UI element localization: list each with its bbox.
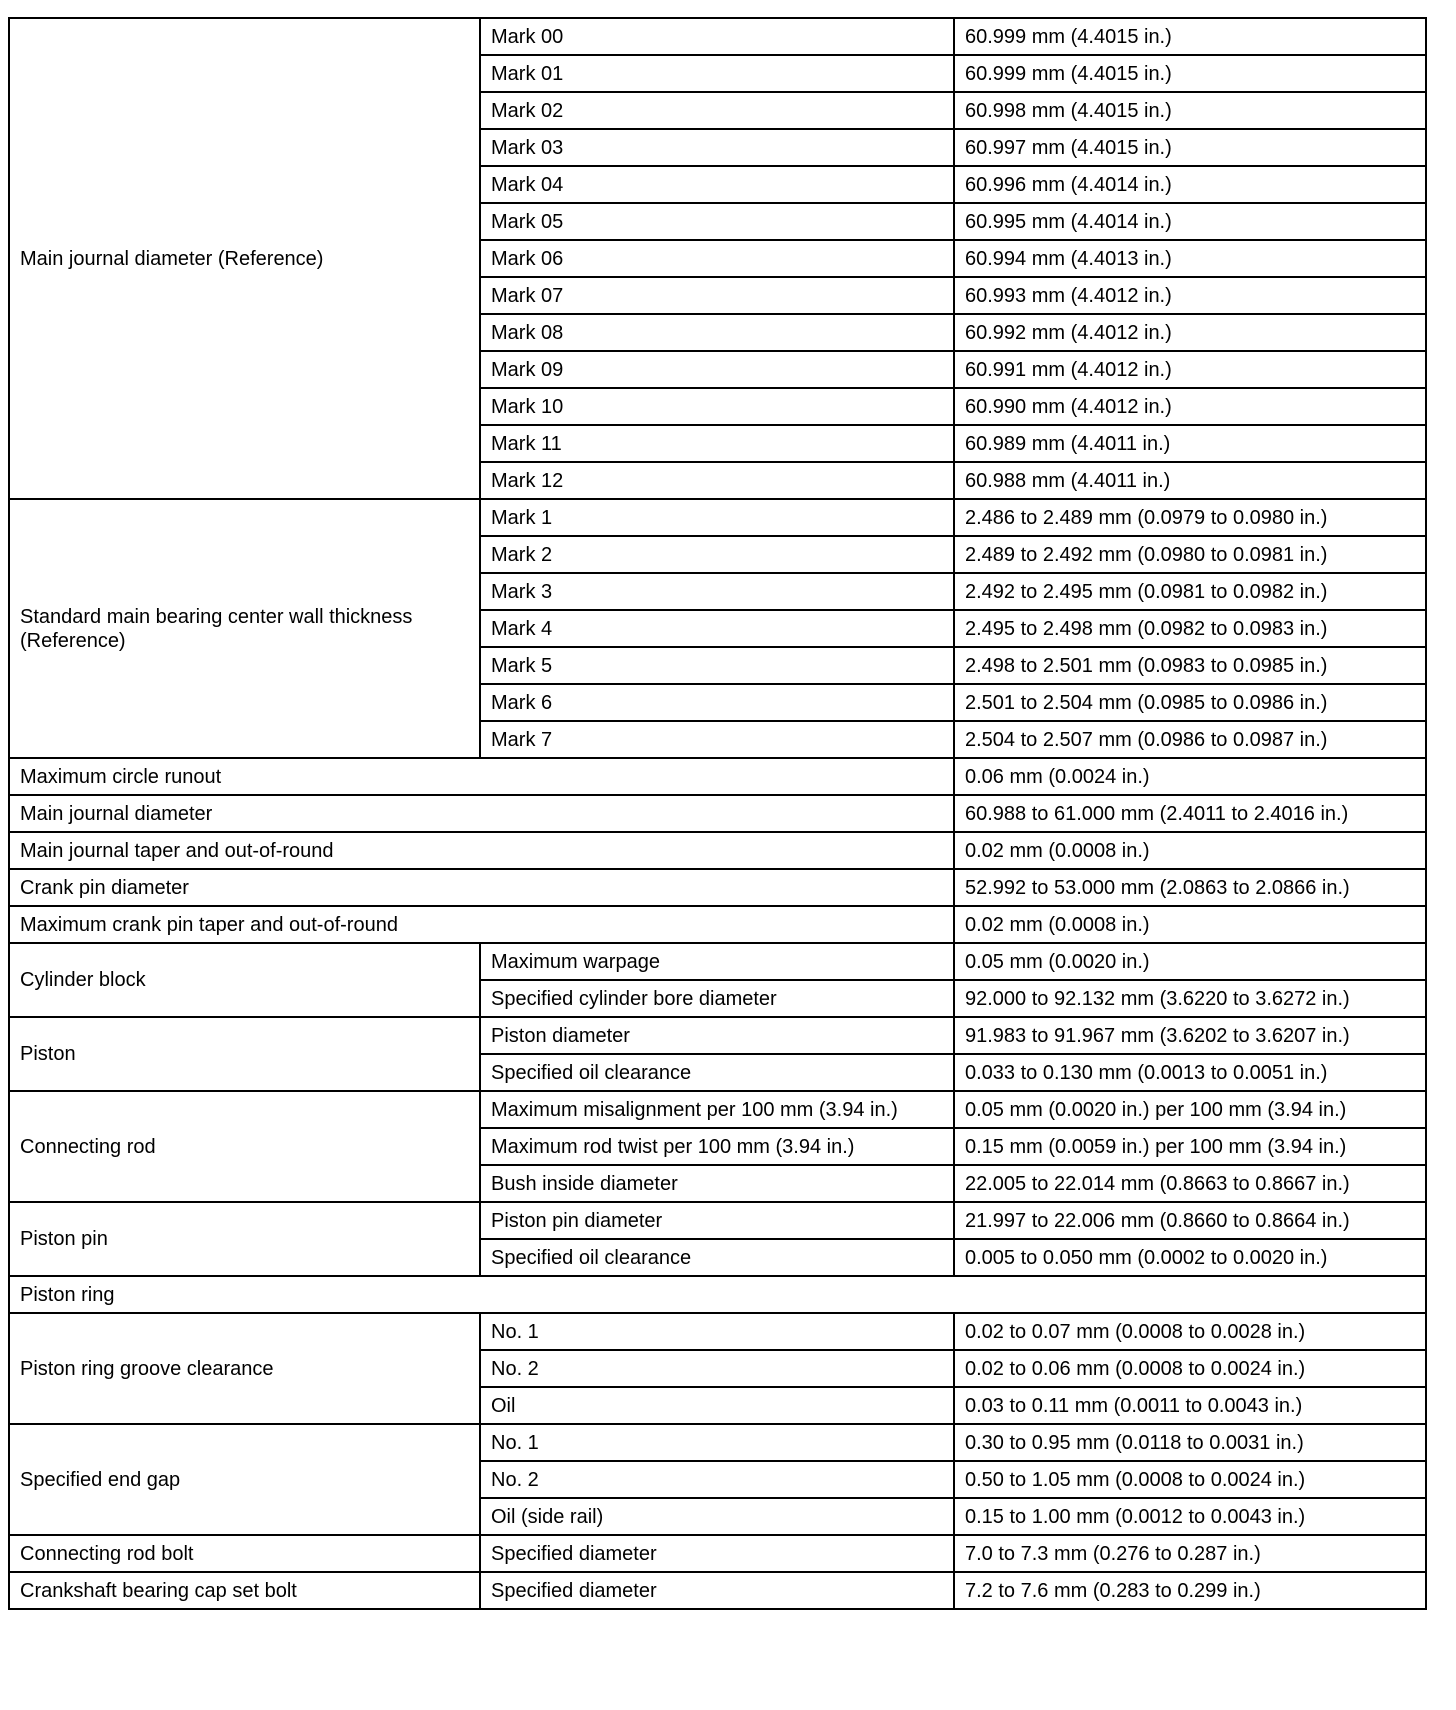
value-cell: 60.988 to 61.000 mm (2.4011 to 2.4016 in.) bbox=[954, 795, 1426, 832]
mark-cell: Mark 12 bbox=[480, 462, 954, 499]
item-cell: Maximum rod twist per 100 mm (3.94 in.) bbox=[480, 1128, 954, 1165]
spec-label: Connecting rod bolt bbox=[9, 1535, 480, 1572]
value-cell: 0.50 to 1.05 mm (0.0008 to 0.0024 in.) bbox=[954, 1461, 1426, 1498]
mark-cell: Mark 03 bbox=[480, 129, 954, 166]
group-label-piston-pin: Piston pin bbox=[9, 1202, 480, 1276]
group-label-bearing-wall: Standard main bearing center wall thickness (Reference) bbox=[9, 499, 480, 758]
group-label-ring-groove: Piston ring groove clearance bbox=[9, 1313, 480, 1424]
mark-cell: Mark 11 bbox=[480, 425, 954, 462]
table-row bbox=[9, 1091, 1426, 1128]
mark-cell: Mark 08 bbox=[480, 314, 954, 351]
spec-label: Maximum crank pin taper and out-of-round bbox=[9, 906, 954, 943]
item-cell: No. 1 bbox=[480, 1424, 954, 1461]
mark-cell: Mark 09 bbox=[480, 351, 954, 388]
value-cell: 0.02 to 0.06 mm (0.0008 to 0.0024 in.) bbox=[954, 1350, 1426, 1387]
mark-cell: Mark 5 bbox=[480, 647, 954, 684]
value-cell: 2.486 to 2.489 mm (0.0979 to 0.0980 in.) bbox=[954, 499, 1426, 536]
value-cell: 60.991 mm (4.4012 in.) bbox=[954, 351, 1426, 388]
group-label-cylinder-block: Cylinder block bbox=[9, 943, 480, 1017]
table-row bbox=[9, 943, 1426, 980]
table-row bbox=[9, 1313, 1426, 1350]
value-cell: 52.992 to 53.000 mm (2.0863 to 2.0866 in.) bbox=[954, 869, 1426, 906]
value-cell: 60.994 mm (4.4013 in.) bbox=[954, 240, 1426, 277]
value-cell: 0.02 to 0.07 mm (0.0008 to 0.0028 in.) bbox=[954, 1313, 1426, 1350]
table-row bbox=[9, 758, 1426, 795]
value-cell: 2.492 to 2.495 mm (0.0981 to 0.0982 in.) bbox=[954, 573, 1426, 610]
item-cell: Oil bbox=[480, 1387, 954, 1424]
value-cell: 0.02 mm (0.0008 in.) bbox=[954, 832, 1426, 869]
table-row bbox=[9, 18, 1426, 55]
item-cell: Specified diameter bbox=[480, 1572, 954, 1609]
group-label-end-gap: Specified end gap bbox=[9, 1424, 480, 1535]
table-row bbox=[9, 1572, 1426, 1609]
mark-cell: Mark 1 bbox=[480, 499, 954, 536]
mark-cell: Mark 6 bbox=[480, 684, 954, 721]
item-cell: Specified oil clearance bbox=[480, 1239, 954, 1276]
item-cell: Maximum misalignment per 100 mm (3.94 in.) bbox=[480, 1091, 954, 1128]
mark-cell: Mark 10 bbox=[480, 388, 954, 425]
value-cell: 0.15 to 1.00 mm (0.0012 to 0.0043 in.) bbox=[954, 1498, 1426, 1535]
table-row bbox=[9, 1424, 1426, 1461]
value-cell: 0.02 mm (0.0008 in.) bbox=[954, 906, 1426, 943]
value-cell: 60.997 mm (4.4015 in.) bbox=[954, 129, 1426, 166]
item-cell: Bush inside diameter bbox=[480, 1165, 954, 1202]
value-cell: 2.495 to 2.498 mm (0.0982 to 0.0983 in.) bbox=[954, 610, 1426, 647]
value-cell: 60.998 mm (4.4015 in.) bbox=[954, 92, 1426, 129]
mark-cell: Mark 07 bbox=[480, 277, 954, 314]
item-cell: Maximum warpage bbox=[480, 943, 954, 980]
value-cell: 60.999 mm (4.4015 in.) bbox=[954, 18, 1426, 55]
value-cell: 21.997 to 22.006 mm (0.8660 to 0.8664 in.) bbox=[954, 1202, 1426, 1239]
value-cell: 0.06 mm (0.0024 in.) bbox=[954, 758, 1426, 795]
value-cell: 0.15 mm (0.0059 in.) per 100 mm (3.94 in.) bbox=[954, 1128, 1426, 1165]
section-header-piston-ring: Piston ring bbox=[9, 1276, 1426, 1313]
value-cell: 60.999 mm (4.4015 in.) bbox=[954, 55, 1426, 92]
value-cell: 60.996 mm (4.4014 in.) bbox=[954, 166, 1426, 203]
item-cell: No. 1 bbox=[480, 1313, 954, 1350]
group-label-piston: Piston bbox=[9, 1017, 480, 1091]
item-cell: No. 2 bbox=[480, 1461, 954, 1498]
value-cell: 2.489 to 2.492 mm (0.0980 to 0.0981 in.) bbox=[954, 536, 1426, 573]
item-cell: Specified cylinder bore diameter bbox=[480, 980, 954, 1017]
table-row bbox=[9, 499, 1426, 536]
mark-cell: Mark 06 bbox=[480, 240, 954, 277]
value-cell: 0.005 to 0.050 mm (0.0002 to 0.0020 in.) bbox=[954, 1239, 1426, 1276]
item-cell: Piston pin diameter bbox=[480, 1202, 954, 1239]
value-cell: 60.993 mm (4.4012 in.) bbox=[954, 277, 1426, 314]
table-row bbox=[9, 1202, 1426, 1239]
value-cell: 91.983 to 91.967 mm (3.6202 to 3.6207 in.) bbox=[954, 1017, 1426, 1054]
spec-label: Crankshaft bearing cap set bolt bbox=[9, 1572, 480, 1609]
value-cell: 60.990 mm (4.4012 in.) bbox=[954, 388, 1426, 425]
mark-cell: Mark 02 bbox=[480, 92, 954, 129]
specification-table bbox=[8, 17, 1427, 1610]
table-row bbox=[9, 795, 1426, 832]
value-cell: 60.989 mm (4.4011 in.) bbox=[954, 425, 1426, 462]
table-row bbox=[9, 1535, 1426, 1572]
item-cell: Piston diameter bbox=[480, 1017, 954, 1054]
mark-cell: Mark 7 bbox=[480, 721, 954, 758]
value-cell: 0.033 to 0.130 mm (0.0013 to 0.0051 in.) bbox=[954, 1054, 1426, 1091]
mark-cell: Mark 01 bbox=[480, 55, 954, 92]
item-cell: Specified oil clearance bbox=[480, 1054, 954, 1091]
value-cell: 60.992 mm (4.4012 in.) bbox=[954, 314, 1426, 351]
item-cell: No. 2 bbox=[480, 1350, 954, 1387]
value-cell: 22.005 to 22.014 mm (0.8663 to 0.8667 in.) bbox=[954, 1165, 1426, 1202]
group-label-main-journal-ref: Main journal diameter (Reference) bbox=[9, 18, 480, 499]
group-label-connecting-rod: Connecting rod bbox=[9, 1091, 480, 1202]
table-row bbox=[9, 906, 1426, 943]
item-cell: Oil (side rail) bbox=[480, 1498, 954, 1535]
value-cell: 0.03 to 0.11 mm (0.0011 to 0.0043 in.) bbox=[954, 1387, 1426, 1424]
value-cell: 7.0 to 7.3 mm (0.276 to 0.287 in.) bbox=[954, 1535, 1426, 1572]
value-cell: 0.05 mm (0.0020 in.) per 100 mm (3.94 in.) bbox=[954, 1091, 1426, 1128]
mark-cell: Mark 3 bbox=[480, 573, 954, 610]
item-cell: Specified diameter bbox=[480, 1535, 954, 1572]
table-row bbox=[9, 1276, 1426, 1313]
table-row bbox=[9, 1017, 1426, 1054]
spec-label: Maximum circle runout bbox=[9, 758, 954, 795]
spec-label: Crank pin diameter bbox=[9, 869, 954, 906]
value-cell: 7.2 to 7.6 mm (0.283 to 0.299 in.) bbox=[954, 1572, 1426, 1609]
value-cell: 60.995 mm (4.4014 in.) bbox=[954, 203, 1426, 240]
value-cell: 2.498 to 2.501 mm (0.0983 to 0.0985 in.) bbox=[954, 647, 1426, 684]
table-row bbox=[9, 832, 1426, 869]
value-cell: 2.501 to 2.504 mm (0.0985 to 0.0986 in.) bbox=[954, 684, 1426, 721]
value-cell: 0.05 mm (0.0020 in.) bbox=[954, 943, 1426, 980]
mark-cell: Mark 2 bbox=[480, 536, 954, 573]
mark-cell: Mark 05 bbox=[480, 203, 954, 240]
mark-cell: Mark 4 bbox=[480, 610, 954, 647]
spec-label: Main journal taper and out-of-round bbox=[9, 832, 954, 869]
value-cell: 2.504 to 2.507 mm (0.0986 to 0.0987 in.) bbox=[954, 721, 1426, 758]
table-row bbox=[9, 869, 1426, 906]
mark-cell: Mark 04 bbox=[480, 166, 954, 203]
value-cell: 60.988 mm (4.4011 in.) bbox=[954, 462, 1426, 499]
spec-label: Main journal diameter bbox=[9, 795, 954, 832]
value-cell: 92.000 to 92.132 mm (3.6220 to 3.6272 in.) bbox=[954, 980, 1426, 1017]
value-cell: 0.30 to 0.95 mm (0.0118 to 0.0031 in.) bbox=[954, 1424, 1426, 1461]
mark-cell: Mark 00 bbox=[480, 18, 954, 55]
